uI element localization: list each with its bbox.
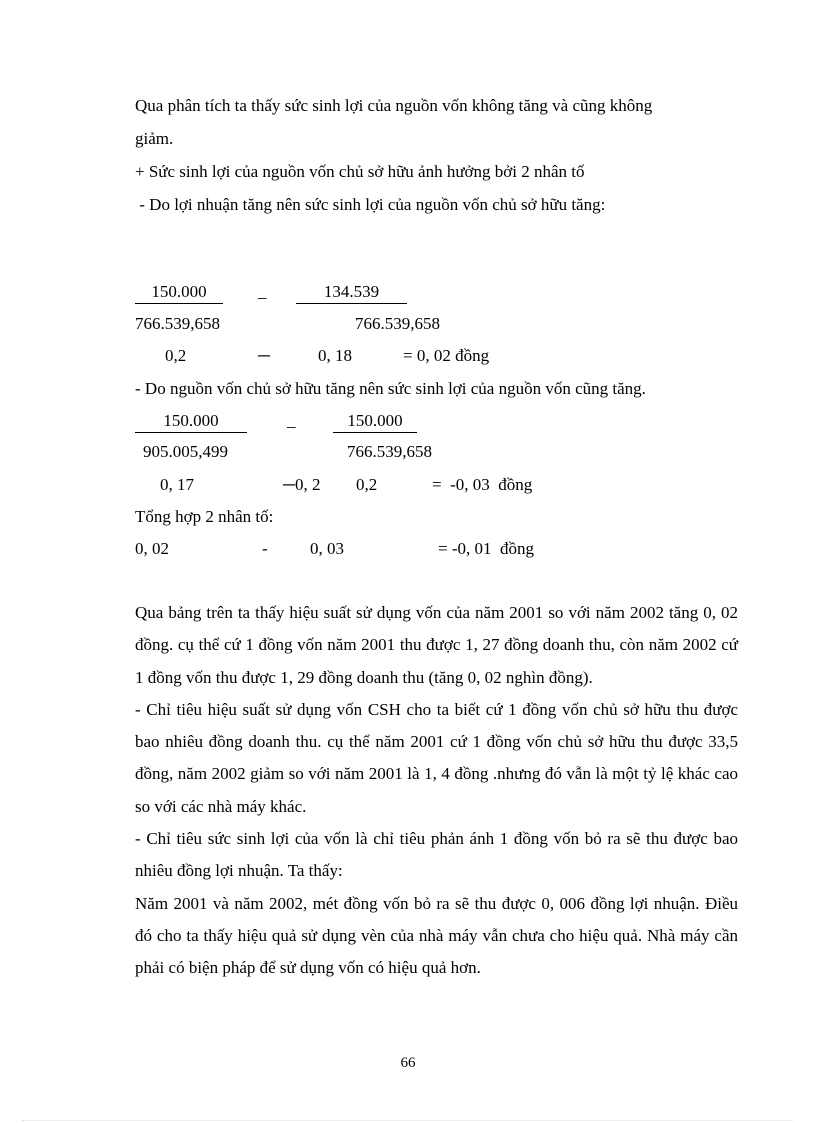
paragraph-efficiency: Qua bảng trên ta thấy hiệu suất sử dụng vốn của năm 2001 so với năm 2002 tăng 0, 02 đồng. cụ thể cứ 1 đồng vốn năm 2001 thu được 1, 27 đồng doanh thu, còn năm 2002 cứ 1 đồng vốn thu được 1, 29 đồng doanh thu (tăng 0, 02 nghìn đồng). [135,603,738,687]
paragraph-profitability: - Chỉ tiêu sức sinh lợi của vốn là chỉ tiêu phản ánh 1 đồng vốn bỏ ra sẽ thu được bao nhiêu đồng lợi nhuận. Ta thấy: [135,829,738,881]
calc1-result: = 0, 02 đồng [403,346,490,365]
calc2-minus: _ [287,411,296,430]
body-text [135,597,738,985]
calc2-denominator-b: 766.539,658 [347,442,432,461]
calc2-result-mid: ─0, 2 [283,475,321,494]
calc1-numerator-b: 134.539 [296,281,407,304]
calc1-result-a: 0,2 [165,346,187,365]
summary-minus: - [262,539,268,558]
calc2-result-a: 0, 17 [160,475,194,494]
intro-line-3: + Sức sinh lợi của nguồn vốn chủ sở hữu ảnh hưởng bởi 2 nhân tố [135,162,585,181]
calc1-denominator-b: 766.539,658 [355,314,440,333]
paragraph-conclusion: Năm 2001 và năm 2002, mét đồng vốn bỏ ra sẽ thu được 0, 006 đồng lợi nhuận. Điều đó cho ta thấy hiệu quả sử dụng vèn của nhà máy vẫn chưa cho hiệu quả. Nhà máy cần phải có biện pháp để sử dụng vốn có hiệu quả hơn. [135,893,738,978]
paragraph-equity-efficiency: - Chỉ tiêu hiệu suất sử dụng vốn CSH cho ta biết cứ 1 đồng vốn chủ sở hữu thu được bao nhiêu đồng doanh thu. cụ thể năm 2001 cứ 1 đồng vốn chủ sở hữu thu được 33,5 đồng, năm 2002 giảm so với năm 2001 là 1, 4 đồng .nhưng đó vẫn là một tỷ lệ khác cao so với các nhà máy khác. [135,699,738,816]
summary-label: Tổng hợp 2 nhân tố: [135,507,274,526]
summary-a: 0, 02 [135,539,169,558]
summary-b: 0, 03 [310,539,344,558]
calc2-numerator-a: 150.000 [135,410,247,433]
calc1-result-b: 0, 18 [318,346,352,365]
calc1-denominator-a: 766.539,658 [135,314,220,333]
calc2-result: = -0, 03 đồng [432,475,533,494]
calc1-numerator-a: 150.000 [135,281,223,304]
factor2-text: - Do nguồn vốn chủ sở hữu tăng nên sức sinh lợi của nguồn vốn cũng tăng. [135,379,646,398]
intro-line-2: giảm. [135,129,174,148]
intro-line-1: Qua phân tích ta thấy sức sinh lợi của nguồn vốn không tăng và cũng không [135,96,653,115]
calc2-denominator-a: 905.005,499 [143,442,228,461]
footer-divider [22,1120,794,1121]
page-number: 66 [400,1055,416,1071]
calc2-numerator-b: 150.000 [333,410,417,433]
calc2-result-b: 0,2 [356,475,378,494]
intro-line-4: - Do lợi nhuận tăng nên sức sinh lợi của nguồn vốn chủ sở hữu tăng: [135,195,606,214]
summary-result: = -0, 01 đồng [438,539,534,558]
calc1-result-minus: ─ [258,346,271,365]
calc1-minus: _ [258,282,267,301]
